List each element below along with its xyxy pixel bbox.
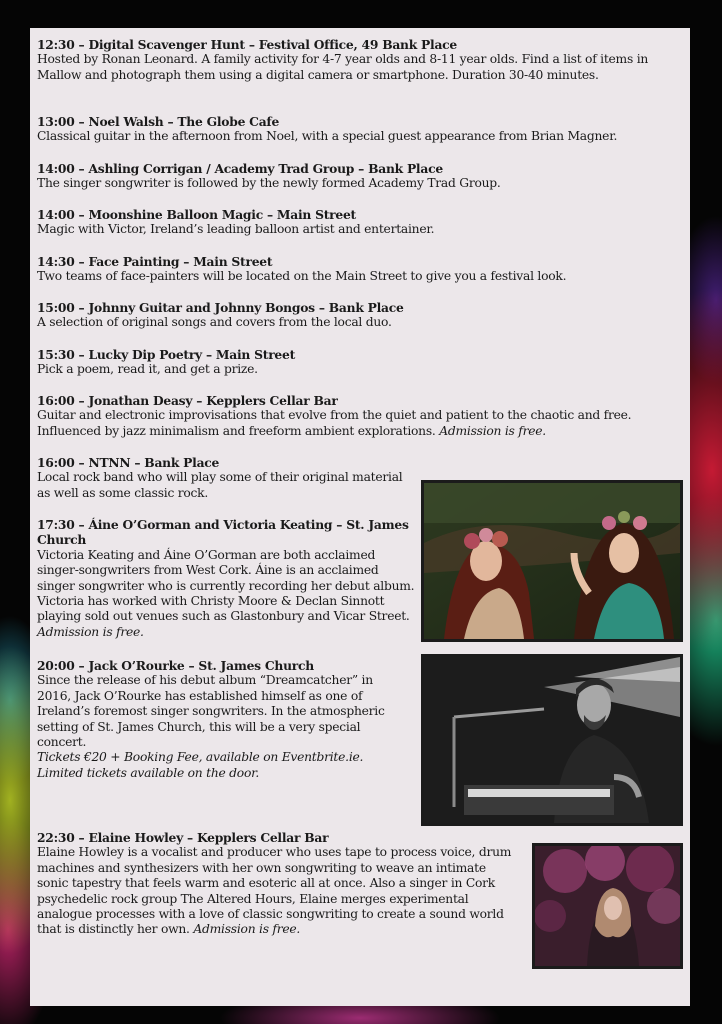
event-title: 14:30 – Face Painting – Main Street — [37, 254, 273, 269]
event-description: Victoria Keating and Áine O’Gorman are both acclaimed singer-songwriters from West Cork. Áine is an acclaimed singer songwriter who is currently recording her debut album. Victoria has worked with Christy Moore & Declan Sinnott playing sold out venues such as Glastonbury and Vicar Street. — [37, 547, 415, 624]
event-title: 13:00 – Noel Walsh – The Globe Cafe — [37, 114, 280, 129]
event-ntnn — [37, 455, 412, 501]
jack-orourke-photo-image — [424, 657, 680, 823]
event-title: 14:00 – Ashling Corrigan / Academy Trad Group – Bank Place — [37, 161, 443, 176]
event-description: Since the release of his debut album “Dreamcatcher” in 2016, Jack O’Rourke has established himself as one of Ireland’s foremost singer songwriters. In the atmospheric setting of St. James Church, this will be a very special concert. — [37, 673, 385, 750]
event-description: Two teams of face-painters will be located on the Main Street to give you a festival look. — [37, 269, 567, 284]
event-note: Admission is free. — [193, 922, 301, 937]
event-elaine-howley — [37, 830, 515, 938]
event-description: Guitar and electronic improvisations that evolve from the quiet and patient to the chaotic and free. Influenced by jazz minimalism and freeform ambient explorations. — [37, 408, 632, 438]
event-title: 15:30 – Lucky Dip Poetry – Main Street — [37, 347, 296, 362]
event-title: 17:30 – Áine O’Gorman and Victoria Keating – St. James Church — [37, 517, 409, 548]
event-description: Magic with Victor, Ireland’s leading balloon artist and entertainer. — [37, 222, 435, 237]
elaine-howley-photo-image — [535, 846, 680, 966]
aine-victoria-photo — [421, 480, 683, 642]
event-description: Elaine Howley is a vocalist and producer who uses tape to process voice, drum machines and synthesizers with her own songwriting to weave an intimate sonic tapestry that feels warm and esoteric all at once. Also a singer in Cork psychedelic rock group The Altered Hours, Elaine merges experimental analogue processes with a love of classic songwriting to create a sound world that is distinctly her own. — [37, 845, 512, 937]
event-lucky-dip-poetry — [37, 347, 677, 378]
event-noel-walsh — [37, 114, 677, 145]
event-title: 14:00 – Moonshine Balloon Magic – Main Street — [37, 207, 356, 222]
event-title: 20:00 – Jack O’Rourke – St. James Church — [37, 658, 314, 673]
event-description: Local rock band who will play some of their original material as well as some classic rock. — [37, 470, 403, 500]
event-digital-scavenger-hunt — [37, 37, 677, 83]
jack-orourke-photo — [421, 654, 683, 826]
event-description: The singer songwriter is followed by the newly formed Academy Trad Group. — [37, 176, 501, 191]
event-title: 16:00 – Jonathan Deasy – Kepplers Cellar Bar — [37, 393, 338, 408]
event-note: Admission is free. — [37, 624, 144, 639]
event-title: 22:30 – Elaine Howley – Kepplers Cellar Bar — [37, 830, 329, 845]
event-johnny-guitar — [37, 300, 677, 331]
event-title: 15:00 – Johnny Guitar and Johnny Bongos – Bank Place — [37, 300, 404, 315]
event-jack-orourke — [37, 658, 402, 781]
event-title: 12:30 – Digital Scavenger Hunt – Festival Office, 49 Bank Place — [37, 37, 457, 52]
event-jonathan-deasy — [37, 393, 685, 439]
event-description: Classical guitar in the afternoon from Noel, with a special guest appearance from Brian Magner. — [37, 129, 618, 144]
event-description: Pick a poem, read it, and get a prize. — [37, 362, 258, 377]
elaine-howley-photo — [532, 843, 683, 969]
event-aine-victoria — [37, 517, 417, 640]
event-description: Hosted by Ronan Leonard. A family activity for 4-7 year olds and 8-11 year olds. Find a list of items in Mallow and photograph them using a digital camera or smartphone. Duration 30-40 minutes. — [37, 52, 649, 82]
aine-victoria-photo-image — [424, 483, 680, 639]
event-balloon-magic — [37, 207, 677, 238]
event-note: Tickets €20 + Booking Fee, available on Eventbrite.ie. Limited tickets available on the door. — [37, 750, 364, 780]
event-face-painting — [37, 254, 677, 285]
event-description: A selection of original songs and covers from the local duo. — [37, 315, 392, 330]
event-note: Admission is free. — [439, 423, 546, 438]
event-ashling-corrigan — [37, 161, 677, 192]
event-title: 16:00 – NTNN – Bank Place — [37, 455, 220, 470]
